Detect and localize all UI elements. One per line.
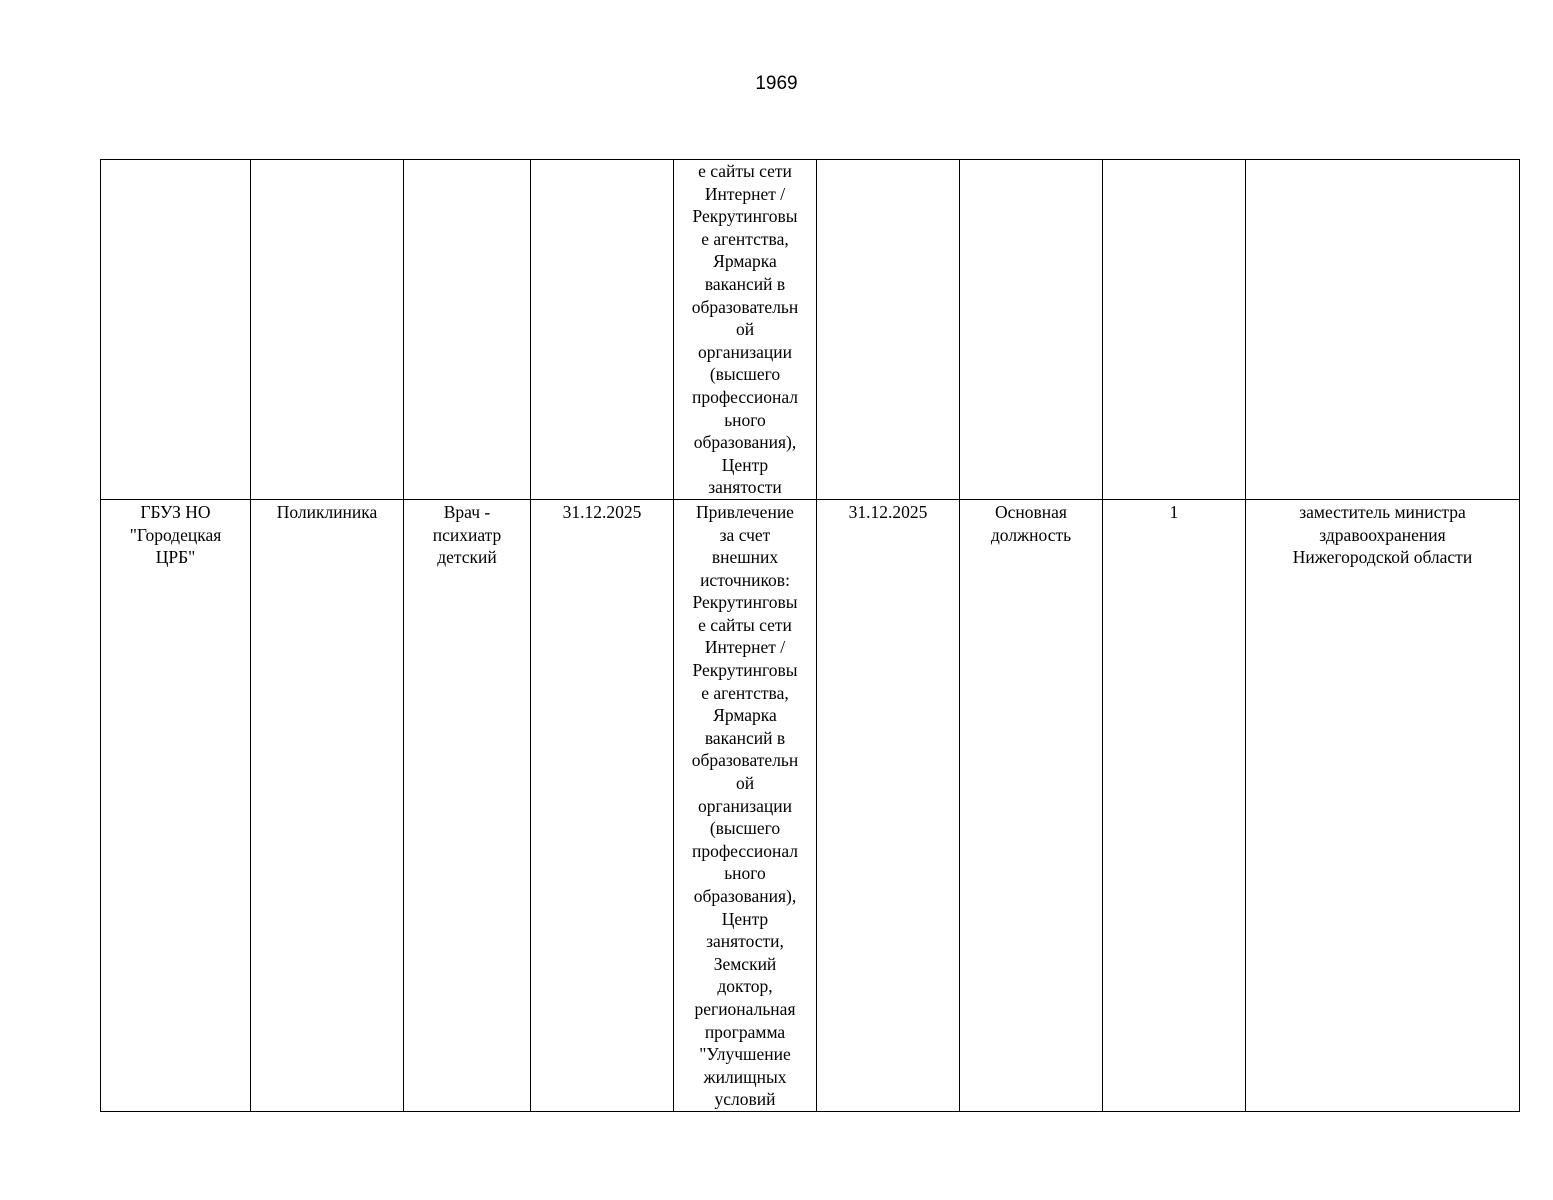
date-cell	[531, 160, 674, 500]
table-row	[101, 160, 1520, 500]
organization-cell	[101, 160, 251, 500]
count-cell	[1103, 160, 1246, 500]
responsible-cell: заместитель министра здравоохранения Нижегородской области	[1246, 499, 1520, 1111]
table-row	[101, 499, 1520, 1111]
deadline-cell	[817, 160, 960, 500]
responsible-cell	[1246, 160, 1520, 500]
department-cell: Поликлиника	[251, 499, 404, 1111]
position-cell: Врач - психиатр детский	[404, 499, 531, 1111]
date-cell: 31.12.2025	[531, 499, 674, 1111]
recruitment-cell: Привлечение за счет внешних источников: Рекрутинговы е сайты сети Интернет / Рекрутинговы е агентства, Ярмарка вакансий в образовательн ой организации (высшего профессионал ьного образования), Центр занятости, Земский доктор, региональная программа "Улучшение жилищных условий	[674, 499, 817, 1111]
deadline-cell: 31.12.2025	[817, 499, 960, 1111]
count-cell: 1	[1103, 499, 1246, 1111]
department-cell	[251, 160, 404, 500]
staffing-table	[100, 159, 1520, 1112]
position-cell	[404, 160, 531, 500]
position-type-cell: Основная должность	[960, 499, 1103, 1111]
organization-cell: ГБУЗ НО "Городецкая ЦРБ"	[101, 499, 251, 1111]
position-type-cell	[960, 160, 1103, 500]
page-number: 1969	[755, 73, 798, 94]
recruitment-cell: е сайты сети Интернет / Рекрутинговы е агентства, Ярмарка вакансий в образовательн ой организации (высшего профессионал ьного образования), Центр занятости	[674, 160, 817, 500]
